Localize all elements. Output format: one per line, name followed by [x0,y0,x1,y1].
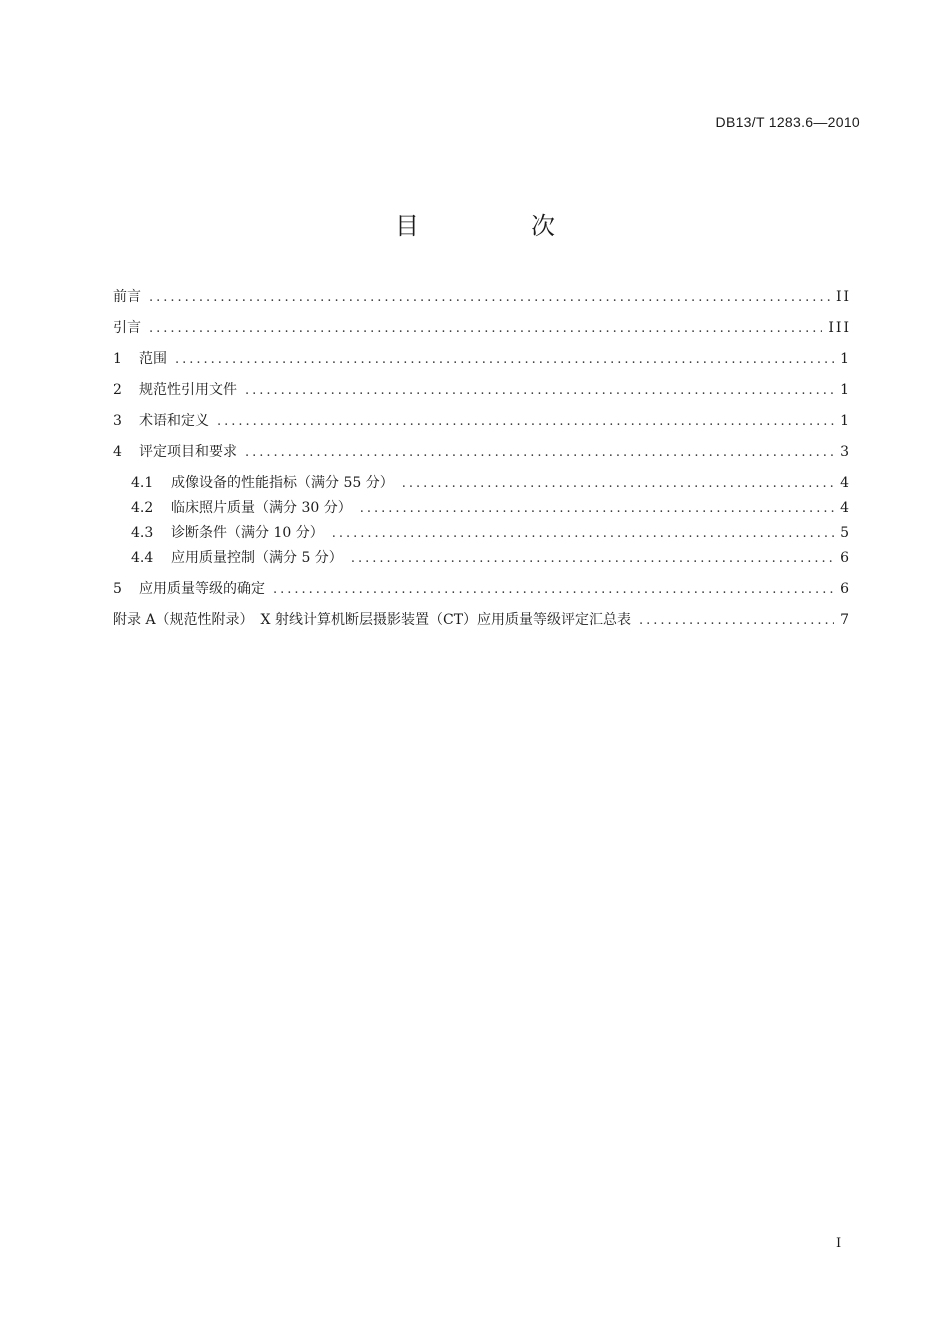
toc-leader-dots [149,287,830,309]
toc-entry-label: 应用质量控制（满分 5 分） [171,550,343,566]
toc-entry-label: 诊断条件（满分 10 分） [171,525,324,541]
toc-title: 目 次 [395,212,599,240]
toc-entry-terms-definitions[interactable] [113,410,851,432]
toc-entry-number: 4.4 [131,550,154,566]
page-number: I [836,1236,842,1251]
toc-leader-dots [245,442,834,464]
toc-entry-page: III [828,320,851,336]
toc-entry-diagnostic-conditions[interactable] [113,522,851,544]
toc-entry-normative-references[interactable] [113,379,851,401]
toc-entry-label: 临床照片质量（满分 30 分） [171,500,352,516]
toc-entry-page: 5 [840,525,851,541]
toc-entry-introduction[interactable] [113,317,851,339]
toc-entry-evaluation-items[interactable] [113,441,851,463]
toc-entry-quality-control[interactable] [113,547,851,569]
toc-leader-dots [245,380,834,402]
toc-leader-dots [175,349,834,371]
toc-entry-page: 1 [840,382,851,398]
toc-entry-page: 1 [840,351,851,367]
toc-entry-foreword[interactable] [113,286,851,308]
toc-entry-page: 6 [840,581,851,597]
toc-entry-number: 4.1 [131,475,154,491]
toc-leader-dots [217,411,834,433]
toc-entry-label: 前言 [113,289,141,305]
toc-entry-page: II [835,289,851,305]
toc-entry-number: 5 [113,581,122,597]
toc-entry-page: 6 [840,550,851,566]
table-of-contents [113,286,851,640]
toc-entry-page: 3 [840,444,851,460]
toc-entry-label: 成像设备的性能指标（满分 55 分） [171,475,394,491]
toc-entry-scope[interactable] [113,348,851,370]
toc-entry-label: 术语和定义 [139,413,209,429]
toc-leader-dots [332,523,834,545]
toc-entry-number: 4.3 [131,525,154,541]
toc-entry-quality-grade[interactable] [113,578,851,600]
toc-entry-page: 1 [840,413,851,429]
toc-leader-dots [273,579,834,601]
toc-leader-dots [639,610,834,632]
document-code: DB13/T 1283.6—2010 [715,114,860,130]
toc-entry-page: 7 [840,612,851,628]
toc-entry-number: 4 [113,444,122,460]
toc-entry-number: 4.2 [131,500,154,516]
toc-entry-number: 2 [113,382,122,398]
toc-entry-page: 4 [840,500,851,516]
toc-entry-label: 应用质量等级的确定 [139,581,265,597]
toc-entry-number: 3 [113,413,122,429]
toc-entry-label: 范围 [139,351,167,367]
toc-leader-dots [402,473,834,495]
toc-leader-dots [360,498,834,520]
toc-entry-annex-a[interactable] [113,609,851,631]
toc-entry-label: 附录 A（规范性附录） X 射线计算机断层摄影装置（CT）应用质量等级评定汇总表 [113,612,632,628]
toc-entry-imaging-performance[interactable] [113,472,851,494]
toc-entry-label: 评定项目和要求 [139,444,237,460]
toc-leader-dots [351,548,834,570]
toc-entry-label: 引言 [113,320,141,336]
toc-entry-number: 1 [113,351,122,367]
toc-entry-page: 4 [840,475,851,491]
toc-entry-label: 规范性引用文件 [139,382,237,398]
toc-leader-dots [149,318,822,340]
toc-entry-clinical-image-quality[interactable] [113,497,851,519]
